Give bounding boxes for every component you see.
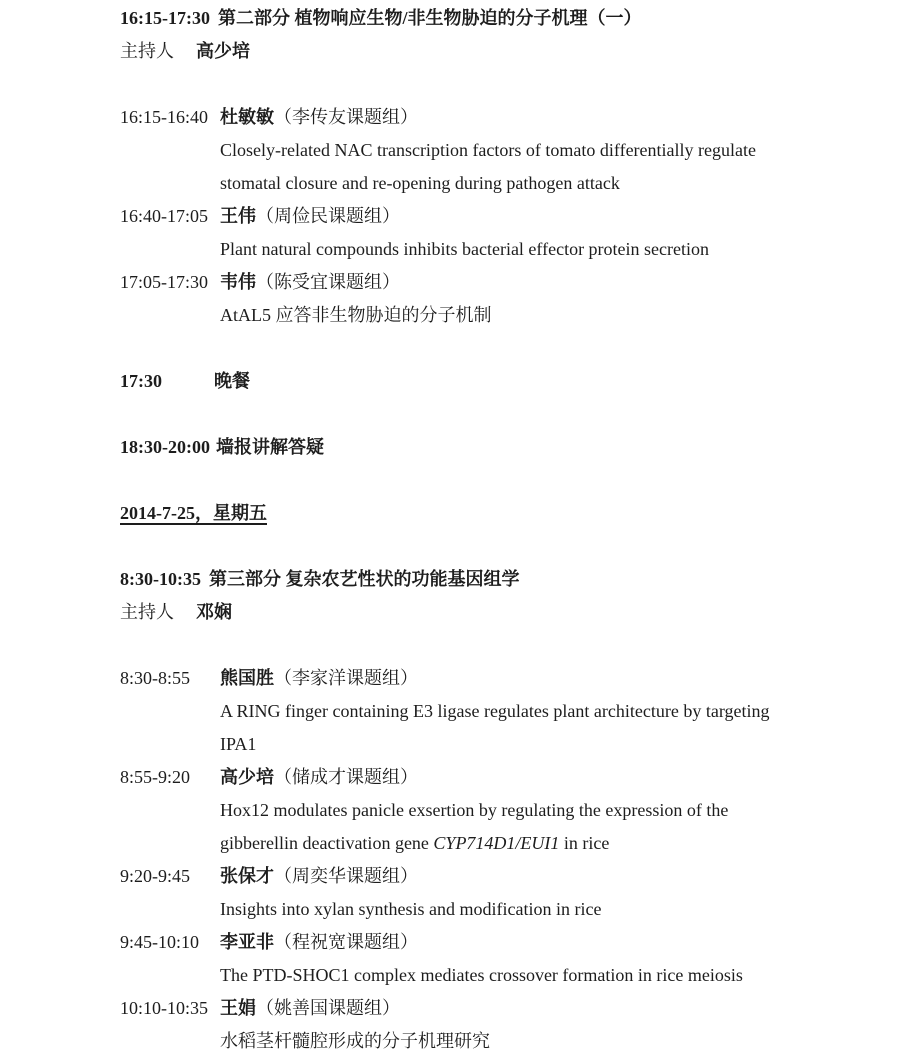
chair-name: 高少培 xyxy=(196,41,250,61)
talk-group: （李传友课题组） xyxy=(274,107,418,127)
talk-title-line: The PTD-SHOC1 complex mediates crossover formation in rice meiosis xyxy=(220,965,743,985)
talk-title-line: Insights into xylan synthesis and modification in rice xyxy=(220,899,602,919)
session-header-row xyxy=(120,2,860,35)
date-label: 2014-7-25，星期五 xyxy=(120,503,267,523)
talk-title-row xyxy=(120,794,860,827)
talk-time: 16:15-16:40 xyxy=(120,107,208,127)
talk-title-row xyxy=(120,959,860,992)
session-chair-row xyxy=(120,596,860,629)
talk-header-row xyxy=(120,101,860,134)
talk-title-line: Hox12 modulates panicle exsertion by regulating the expression of the xyxy=(220,800,729,820)
italic-gene-name: CYP714D1/EUI1 xyxy=(433,833,560,853)
talk-group: （周奕华课题组） xyxy=(274,866,418,886)
talk-time: 9:45-10:10 xyxy=(120,932,199,952)
talk-speaker: 韦伟 xyxy=(220,272,256,292)
event-time: 18:30-20:00 xyxy=(120,437,210,457)
session-chair-row xyxy=(120,35,860,68)
blank-line xyxy=(120,398,860,431)
chair-label: 主持人 xyxy=(120,602,174,622)
event-time: 17:30 xyxy=(120,371,162,391)
talk-title-row xyxy=(120,728,860,761)
talk-title-line: stomatal closure and re-opening during pathogen attack xyxy=(220,173,620,193)
blank-line xyxy=(120,464,860,497)
date-heading-row xyxy=(120,497,860,530)
talk-speaker: 王娟 xyxy=(220,998,256,1018)
talk-header-row xyxy=(120,266,860,299)
chair-label: 主持人 xyxy=(120,41,174,61)
talk-time: 9:20-9:45 xyxy=(120,866,190,886)
talk-title-row xyxy=(120,827,860,860)
title-text-segment: gibberellin deactivation gene xyxy=(220,833,434,853)
talk-time: 10:10-10:35 xyxy=(120,998,208,1018)
talk-header-row xyxy=(120,860,860,893)
blank-line xyxy=(120,68,860,101)
talk-speaker: 高少培 xyxy=(220,767,274,787)
talk-title-line xyxy=(220,827,609,860)
talk-group: （陈受宜课题组） xyxy=(256,272,400,292)
talk-time: 8:55-9:20 xyxy=(120,767,190,787)
session-time: 16:15-17:30 xyxy=(120,8,210,28)
talk-title-line: Plant natural compounds inhibits bacterial effector protein secretion xyxy=(220,239,710,259)
talk-title-row xyxy=(120,299,860,332)
talk-group: （周俭民课题组） xyxy=(256,206,400,226)
talk-header-row xyxy=(120,200,860,233)
talk-title-row xyxy=(120,167,860,200)
event-label: 晚餐 xyxy=(214,371,250,391)
talk-speaker: 熊国胜 xyxy=(220,668,274,688)
talk-time: 16:40-17:05 xyxy=(120,206,208,226)
talk-time: 8:30-8:55 xyxy=(120,668,190,688)
talk-title-row xyxy=(120,233,860,266)
talk-group: （储成才课题组） xyxy=(274,767,418,787)
talk-title-line: 水稻茎杆髓腔形成的分子机理研究 xyxy=(220,1031,490,1051)
talk-speaker: 李亚非 xyxy=(220,932,274,952)
blank-line xyxy=(120,530,860,563)
talk-speaker: 杜敏敏 xyxy=(220,107,274,127)
chair-name: 邓娴 xyxy=(196,602,232,622)
talk-title-line: IPA1 xyxy=(220,734,257,754)
talk-header-row xyxy=(120,662,860,695)
schedule-event-row xyxy=(120,365,860,398)
talk-group: （姚善国课题组） xyxy=(256,998,400,1018)
title-text-segment: in rice xyxy=(559,833,610,853)
talk-title-line: Closely-related NAC transcription factors of tomato differentially regulate xyxy=(220,140,756,160)
event-label: 墙报讲解答疑 xyxy=(215,437,324,457)
talk-speaker: 张保才 xyxy=(220,866,274,886)
talk-title-row xyxy=(120,134,860,167)
talk-title-row xyxy=(120,1025,860,1058)
talk-group: （李家洋课题组） xyxy=(274,668,418,688)
blank-line xyxy=(120,629,860,662)
talk-header-row xyxy=(120,926,860,959)
session-header-row xyxy=(120,563,860,596)
schedule-event-row xyxy=(120,431,860,464)
talk-title-row xyxy=(120,695,860,728)
talk-header-row xyxy=(120,992,860,1025)
session-title: 第三部分 复杂农艺性状的功能基因组学 xyxy=(208,569,520,589)
talk-title-line: A RING finger containing E3 ligase regulates plant architecture by targeting xyxy=(220,701,770,721)
session-title: 第二部分 植物响应生物/非生物胁迫的分子机理（一） xyxy=(217,8,642,28)
talk-speaker: 王伟 xyxy=(220,206,256,226)
talk-time: 17:05-17:30 xyxy=(120,272,208,292)
talk-title-line: AtAL5 应答非生物胁迫的分子机制 xyxy=(220,305,492,325)
talk-group: （程祝宽课题组） xyxy=(274,932,418,952)
session-time: 8:30-10:35 xyxy=(120,569,201,589)
talk-header-row xyxy=(120,761,860,794)
blank-line xyxy=(120,332,860,365)
talk-title-row xyxy=(120,893,860,926)
